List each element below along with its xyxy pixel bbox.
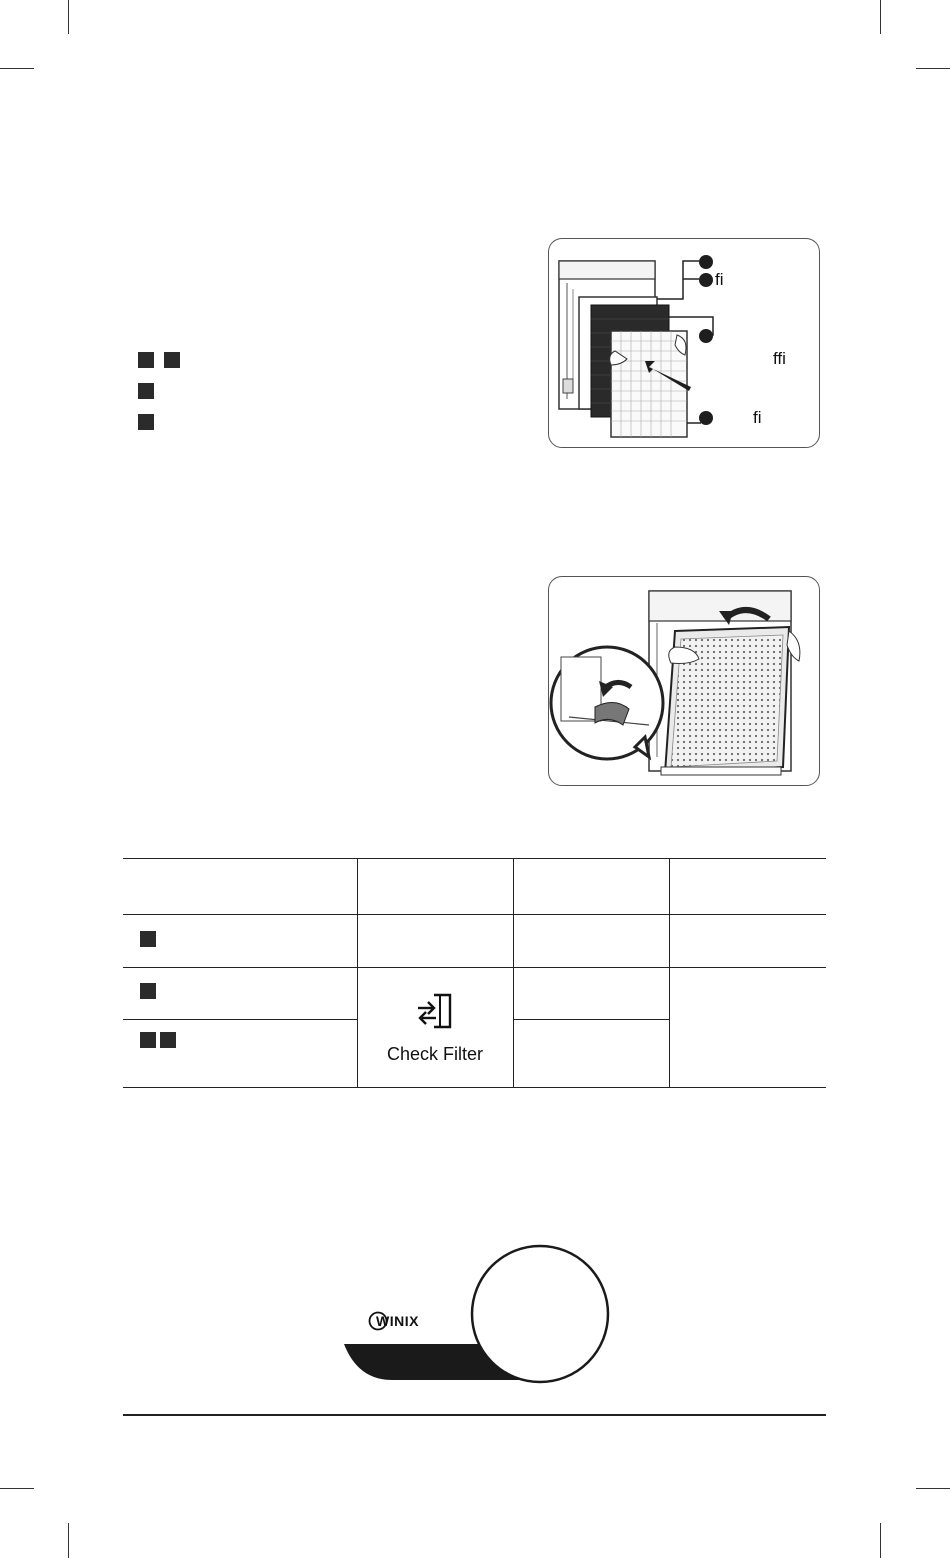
- crop-mark: [0, 1488, 34, 1489]
- winix-logo-text: WINIX: [376, 1313, 419, 1329]
- crop-mark: [68, 0, 69, 34]
- row-marker: [140, 1032, 156, 1048]
- table-cell: [513, 915, 669, 968]
- table-cell: [123, 1020, 357, 1088]
- row-marker: [140, 931, 156, 947]
- table-cell: [669, 968, 826, 1088]
- footer-rule: [123, 1414, 826, 1416]
- purifier-filter-drawing: [549, 239, 819, 447]
- crop-mark: [880, 0, 881, 34]
- front-panel-drawing: [549, 577, 819, 785]
- table-cell: [513, 968, 669, 1020]
- front-panel-illustration: [548, 576, 820, 786]
- table-header-cell: [513, 859, 669, 915]
- check-filter-label: Check Filter: [386, 1043, 484, 1064]
- table-cell: [357, 915, 513, 968]
- table-row: [123, 968, 826, 1020]
- table-cell: [123, 915, 357, 968]
- step-marker: [138, 414, 154, 430]
- callout-label-4: fi: [753, 408, 762, 427]
- crop-mark: [68, 1523, 69, 1558]
- table-header-cell: [357, 859, 513, 915]
- check-filter-cell: [357, 968, 513, 1088]
- table-header-cell: [123, 859, 357, 915]
- callout-marker-4: [699, 411, 713, 425]
- crop-mark: [880, 1523, 881, 1558]
- table-row: [123, 915, 826, 968]
- table-cell: [123, 968, 357, 1020]
- crop-mark: [916, 1488, 950, 1489]
- callout-label-3: ffi: [773, 349, 786, 368]
- callout-marker-3: [699, 329, 713, 343]
- filter-layers-illustration: [548, 238, 820, 448]
- table-header-cell: [669, 859, 826, 915]
- table-header-row: [123, 859, 826, 915]
- crop-mark: [0, 68, 34, 69]
- callout-marker-1: [699, 255, 713, 269]
- row-marker: [140, 983, 156, 999]
- step-marker: [138, 383, 154, 399]
- callout-marker-2: [699, 273, 713, 287]
- table-cell: [669, 915, 826, 968]
- winix-logo: [368, 1311, 419, 1331]
- step-marker: [138, 352, 154, 368]
- crop-mark: [916, 68, 950, 69]
- callout-label-2: fi: [715, 270, 724, 289]
- filter-status-table: [123, 858, 826, 1088]
- step-marker: [164, 352, 180, 368]
- table-cell: [513, 1020, 669, 1088]
- filter-replace-icon: [412, 991, 458, 1033]
- row-marker: [160, 1032, 176, 1048]
